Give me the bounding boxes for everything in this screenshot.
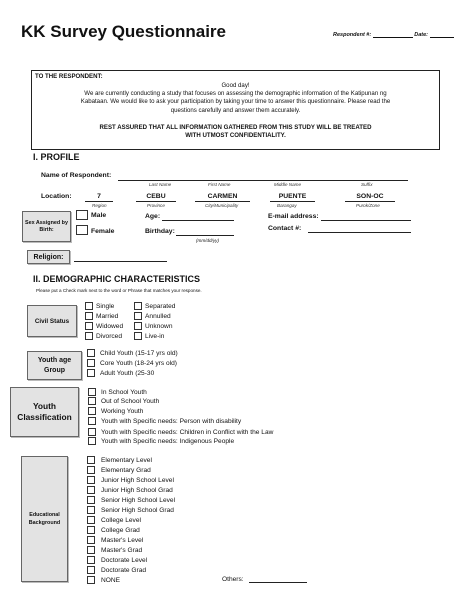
notice-text: We are currently conducting a study that focuses on assessing the demographic information of the Katipunan ng Kabataan. We would like to ask your participation by taking your time to answer this questionnaire. Please read the questions carefully and answer them accurately.: [80, 90, 391, 114]
religion-label-box: [27, 250, 70, 264]
edu-jhs-grad-checkbox[interactable]: [87, 486, 95, 494]
age-child-label: Child Youth (15-17 yrs old): [100, 350, 178, 357]
city-value: CARMEN: [207, 193, 238, 200]
age-child-checkbox[interactable]: [87, 349, 95, 357]
edu-college-grad-label: College Grad: [101, 527, 140, 534]
edu-jhs-level-checkbox[interactable]: [87, 476, 95, 484]
civil-married-checkbox[interactable]: [85, 312, 93, 320]
class-pwd-checkbox[interactable]: [88, 417, 96, 425]
civil-livein-label: Live-in: [145, 333, 165, 340]
edu-shs-grad-label: Senior High School Grad: [101, 507, 174, 514]
edu-masters-level-checkbox[interactable]: [87, 536, 95, 544]
last-name-caption: Last Name: [149, 182, 172, 187]
civil-livein-checkbox[interactable]: [134, 332, 142, 340]
edu-shs-grad-checkbox[interactable]: [87, 506, 95, 514]
civil-unknown-checkbox[interactable]: [134, 322, 142, 330]
edu-doctorate-grad-checkbox[interactable]: [87, 566, 95, 574]
education-label: Educational Background: [28, 512, 61, 526]
province-line[interactable]: [136, 201, 176, 202]
edu-doctorate-level-label: Doctorate Level: [101, 557, 148, 564]
region-line[interactable]: [85, 201, 113, 202]
purok-line[interactable]: [345, 201, 395, 202]
religion-input-line[interactable]: [74, 261, 167, 262]
purok-caption: Purok/Zone: [356, 203, 380, 208]
name-input-line[interactable]: [118, 180, 408, 181]
suffix-caption: Suffix: [361, 182, 373, 187]
male-checkbox[interactable]: [76, 210, 88, 220]
civil-divorced-label: Divorced: [96, 333, 123, 340]
contact-input-line[interactable]: [308, 232, 411, 233]
civil-widowed-checkbox[interactable]: [85, 322, 93, 330]
class-cicl-checkbox[interactable]: [88, 428, 96, 436]
class-cicl-label: Youth with Specific needs: Children in Conflict with the Law: [101, 429, 274, 436]
edu-college-level-label: College Level: [101, 517, 141, 524]
edu-elem-grad-label: Elementary Grad: [101, 467, 151, 474]
female-checkbox[interactable]: [76, 225, 88, 235]
edu-others-input-line[interactable]: [249, 582, 307, 583]
demographics-instruction: Please put a Check mark next to the word or Phrase that matches your response.: [36, 288, 202, 293]
notice-body: [72, 82, 399, 115]
email-label: E-mail address:: [268, 213, 319, 220]
contact-label: Contact #:: [268, 225, 302, 232]
purok-value: SON-OC: [356, 193, 384, 200]
edu-others-label: Others:: [222, 576, 244, 583]
email-input-line[interactable]: [321, 220, 411, 221]
class-ip-checkbox[interactable]: [88, 437, 96, 445]
notice-heading: TO THE RESPONDENT:: [35, 73, 103, 80]
class-ip-label: Youth with Specific needs: Indigenous People: [101, 438, 235, 445]
middle-name-caption: Middle Name: [274, 182, 302, 187]
barangay-caption: Barangay: [277, 203, 297, 208]
edu-doctorate-level-checkbox[interactable]: [87, 556, 95, 564]
youth-classification-label: Youth Classification: [17, 401, 72, 422]
region-value: 7: [97, 193, 101, 200]
notice-assurance: REST ASSURED THAT ALL INFORMATION GATHERED FROM THIS STUDY WILL BE TREATED WITH UTMOST CONFIDENTIALITY.: [99, 124, 372, 140]
age-label: Age:: [145, 213, 161, 220]
civil-annulled-checkbox[interactable]: [134, 312, 142, 320]
region-caption: Region: [92, 203, 107, 208]
date-line[interactable]: [430, 37, 454, 38]
age-adult-checkbox[interactable]: [87, 369, 95, 377]
civil-status-label-box: [27, 305, 77, 337]
class-pwd-label: Youth with Specific needs: Person with disability: [101, 418, 242, 425]
edu-doctorate-grad-label: Doctorate Grad: [101, 567, 147, 574]
birthday-format: (mm/dd/yy): [196, 238, 219, 243]
sex-label: Sex Assigned by Birth:: [25, 219, 68, 233]
female-option-label: Female: [91, 228, 115, 235]
name-label: Name of Respondent:: [41, 172, 112, 179]
civil-single-checkbox[interactable]: [85, 302, 93, 310]
location-label: Location:: [41, 193, 72, 200]
document-title: KK Survey Questionnaire: [21, 22, 227, 41]
age-adult-label: Adult Youth (25-30: [100, 370, 155, 377]
civil-separated-checkbox[interactable]: [134, 302, 142, 310]
civil-single-label: Single: [96, 303, 115, 310]
education-label-box: [21, 456, 68, 582]
edu-masters-grad-checkbox[interactable]: [87, 546, 95, 554]
age-core-checkbox[interactable]: [87, 359, 95, 367]
class-working-label: Working Youth: [101, 408, 144, 415]
respondent-number-line[interactable]: [373, 37, 413, 38]
date-label: Date:: [414, 32, 429, 38]
barangay-value: PUENTE: [278, 193, 307, 200]
youth-age-label-box: [27, 351, 82, 380]
edu-elem-level-checkbox[interactable]: [87, 456, 95, 464]
youth-age-label: Youth age Group: [37, 356, 72, 374]
edu-elem-grad-checkbox[interactable]: [87, 466, 95, 474]
respondent-number-label: Respondent #:: [333, 32, 372, 38]
youth-classification-label-box: [10, 387, 79, 437]
class-working-checkbox[interactable]: [88, 407, 96, 415]
edu-elem-level-label: Elementary Level: [101, 457, 152, 464]
class-outofschool-label: Out of School Youth: [101, 398, 160, 405]
civil-divorced-checkbox[interactable]: [85, 332, 93, 340]
profile-heading: I. PROFILE: [33, 152, 80, 162]
religion-label: Religion:: [33, 253, 64, 261]
edu-shs-level-label: Senior High School Level: [101, 497, 176, 504]
edu-college-grad-checkbox[interactable]: [87, 526, 95, 534]
class-outofschool-checkbox[interactable]: [88, 397, 96, 405]
civil-married-label: Married: [96, 313, 119, 320]
age-input-line[interactable]: [162, 220, 234, 221]
civil-separated-label: Separated: [145, 303, 176, 310]
male-option-label: Male: [91, 212, 107, 219]
first-name-caption: First Name: [208, 182, 231, 187]
province-value: CEBU: [146, 193, 166, 200]
birthday-input-line[interactable]: [176, 235, 234, 236]
edu-shs-level-checkbox[interactable]: [87, 496, 95, 504]
edu-masters-grad-label: Master's Grad: [101, 547, 143, 554]
civil-widowed-label: Widowed: [96, 323, 124, 330]
birthday-label: Birthday:: [145, 228, 175, 235]
edu-college-level-checkbox[interactable]: [87, 516, 95, 524]
edu-jhs-grad-label: Junior High School Grad: [101, 487, 173, 494]
province-caption: Province: [147, 203, 165, 208]
barangay-line[interactable]: [270, 201, 315, 202]
civil-annulled-label: Annulled: [145, 313, 171, 320]
edu-jhs-level-label: Junior High School Level: [101, 477, 174, 484]
city-line[interactable]: [195, 201, 250, 202]
city-caption: City/Municipality: [205, 203, 239, 208]
age-core-label: Core Youth (18-24 yrs old): [100, 360, 177, 367]
sex-label-box: [22, 211, 71, 242]
civil-unknown-label: Unknown: [145, 323, 173, 330]
edu-none-checkbox[interactable]: [87, 576, 95, 584]
respondent-number-field[interactable]: [333, 32, 454, 38]
edu-none-label: NONE: [101, 577, 121, 584]
demographics-heading: II. DEMOGRAPHIC CHARACTERISTICS: [33, 274, 201, 284]
respondent-notice: [31, 70, 440, 150]
class-inschool-label: In School Youth: [101, 389, 147, 396]
notice-greeting: Good day!: [221, 82, 250, 89]
civil-status-label: Civil Status: [34, 317, 70, 325]
edu-masters-level-label: Master's Level: [101, 537, 144, 544]
class-inschool-checkbox[interactable]: [88, 388, 96, 396]
